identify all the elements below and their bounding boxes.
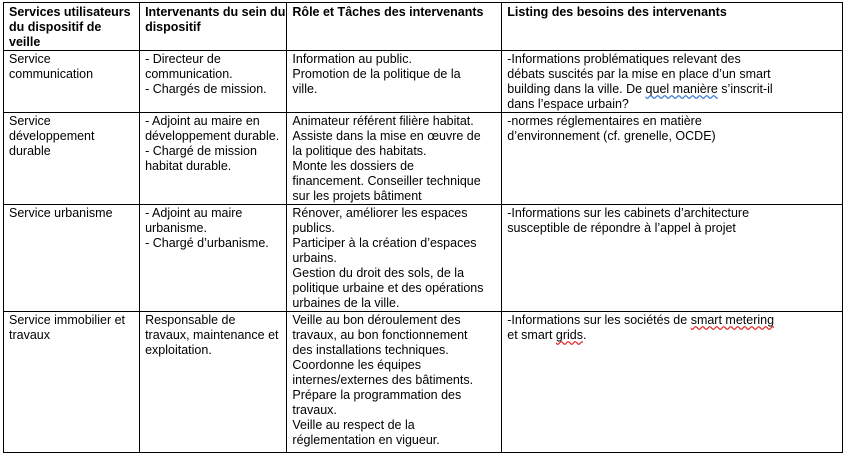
cell-line xyxy=(507,313,838,328)
cell-line: communication. xyxy=(145,67,233,81)
cell-line: travaux, au bon fonctionnement xyxy=(292,328,468,342)
cell-line: exploitation. xyxy=(145,343,212,357)
roles-cell xyxy=(287,113,502,205)
text-segment: building dans la ville. De xyxy=(507,82,646,96)
text-segment: . xyxy=(582,328,587,342)
cell-line: durable xyxy=(9,144,51,158)
cell-line: réglementation en vigueur. xyxy=(292,433,440,447)
service-cell xyxy=(4,51,140,113)
spell-marked-text: grids xyxy=(555,328,583,342)
cell-line: urbaines de la ville. xyxy=(292,296,400,310)
cell-line: urbanisme. xyxy=(145,221,207,235)
cell-line: dans l’espace urbain? xyxy=(507,97,629,111)
intervenants-cell xyxy=(140,312,287,453)
header-row xyxy=(4,3,843,51)
cell-line: Participer à la création d’espaces xyxy=(292,236,477,250)
cell-line: Responsable de xyxy=(145,313,236,327)
table-row xyxy=(4,51,843,113)
header-line: dispositif xyxy=(145,20,201,34)
cell-line: - Chargés de mission. xyxy=(145,82,267,96)
cell-line: susceptible de répondre à l’appel à projet xyxy=(507,221,736,235)
cell-line: débats suscités par la mise en place d’un smart xyxy=(507,67,771,81)
header-intervenants xyxy=(140,3,287,51)
header-line: Services utilisateurs xyxy=(9,5,131,19)
cell-line: Information au public. xyxy=(292,52,412,66)
cell-line xyxy=(507,82,838,97)
cell-line: Animateur référent filière habitat. xyxy=(292,114,474,128)
cell-line: habitat durable. xyxy=(145,159,232,173)
header-line: du dispositif de xyxy=(9,20,102,34)
cell-line: travaux xyxy=(9,328,50,342)
service-cell xyxy=(4,312,140,453)
roles-cell xyxy=(287,312,502,453)
cell-line: Service urbanisme xyxy=(9,206,113,220)
cell-line: Rénover, améliorer les espaces xyxy=(292,206,468,220)
table-row xyxy=(4,205,843,312)
cell-line: -Informations problématiques relevant des xyxy=(507,52,741,66)
text-segment: -Informations sur les sociétés de xyxy=(507,313,691,327)
besoins-cell xyxy=(502,205,843,312)
cell-line: communication xyxy=(9,67,94,81)
cell-line: publics. xyxy=(292,221,335,235)
cell-line: politique urbaine et des opérations xyxy=(292,281,484,295)
cell-line: d’environnement (cf. grenelle, OCDE) xyxy=(507,129,716,143)
cell-line: -normes réglementaires en matière xyxy=(507,114,702,128)
cell-line: internes/externes des bâtiments. xyxy=(292,373,474,387)
service-cell xyxy=(4,205,140,312)
cell-line: développement xyxy=(9,129,95,143)
cell-line: financement. Conseiller technique xyxy=(292,174,481,188)
header-roles xyxy=(287,3,502,51)
header-services xyxy=(4,3,140,51)
cell-line: Monte les dossiers de xyxy=(292,159,414,173)
cell-line: - Chargé de mission xyxy=(145,144,257,158)
cell-line: Service immobilier et xyxy=(9,313,126,327)
besoins-cell xyxy=(502,113,843,205)
table-row xyxy=(4,312,843,453)
cell-line: Promotion de la politique de la xyxy=(292,67,461,81)
cell-line: - Chargé d’urbanisme. xyxy=(145,236,269,250)
cell-line: la politique des habitats. xyxy=(292,144,427,158)
cell-line: travaux. xyxy=(292,403,337,417)
cell-line: Veille au respect de la xyxy=(292,418,415,432)
text-segment: et smart xyxy=(507,328,556,342)
besoins-cell xyxy=(502,51,843,113)
cell-line: - Adjoint au maire xyxy=(145,206,243,220)
header-line: Listing des besoins des intervenants xyxy=(507,5,727,19)
cell-line: - Directeur de xyxy=(145,52,221,66)
cell-line: ville. xyxy=(292,82,318,96)
cell-line: Prépare la programmation des xyxy=(292,388,462,402)
cell-line: Assiste dans la mise en œuvre de xyxy=(292,129,481,143)
grammar-marked-text: quel manière xyxy=(645,82,718,96)
cell-line: travaux, maintenance et xyxy=(145,328,279,342)
header-line: veille xyxy=(9,35,41,49)
cell-line: Veille au bon déroulement des xyxy=(292,313,461,327)
cell-line: Service xyxy=(9,114,51,128)
header-line: Rôle et Tâches des intervenants xyxy=(292,5,484,19)
spell-marked-text: smart metering xyxy=(690,313,775,327)
roles-cell xyxy=(287,51,502,113)
header-besoins xyxy=(502,3,843,51)
needs-table xyxy=(3,2,843,453)
cell-line: Coordonne les équipes xyxy=(292,358,421,372)
header-line: Intervenants du sein du xyxy=(145,5,286,19)
intervenants-cell xyxy=(140,113,287,205)
cell-line: des installations techniques. xyxy=(292,343,449,357)
table-row xyxy=(4,113,843,205)
cell-line: développement durable. xyxy=(145,129,280,143)
intervenants-cell xyxy=(140,205,287,312)
cell-line: - Adjoint au maire en xyxy=(145,114,260,128)
cell-line xyxy=(507,328,838,343)
cell-line: sur les projets bâtiment xyxy=(292,189,422,203)
cell-line: -Informations sur les cabinets d’architecture xyxy=(507,206,750,220)
intervenants-cell xyxy=(140,51,287,113)
roles-cell xyxy=(287,205,502,312)
cell-line: Gestion du droit des sols, de la xyxy=(292,266,465,280)
service-cell xyxy=(4,113,140,205)
besoins-cell xyxy=(502,312,843,453)
cell-line: urbains. xyxy=(292,251,337,265)
cell-line: Service xyxy=(9,52,51,66)
text-segment: s’inscrit-il xyxy=(717,82,773,96)
